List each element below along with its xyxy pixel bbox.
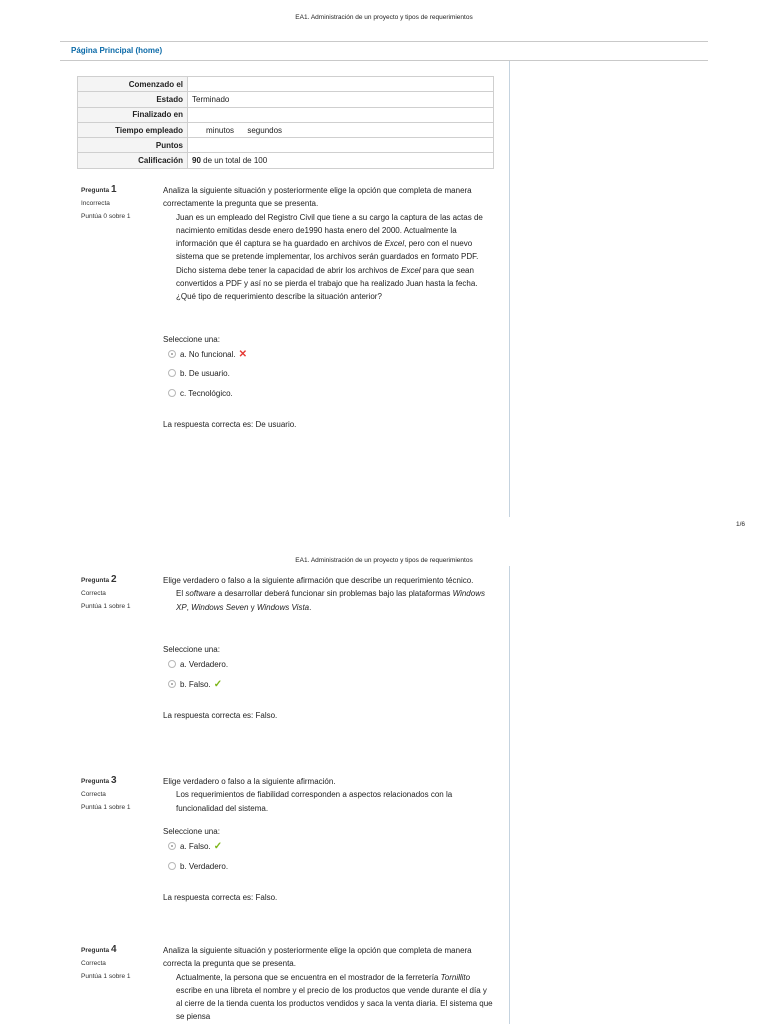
page-number: 1/6 [735, 521, 745, 528]
breadcrumb-home-link[interactable]: Página Principal (home) [71, 46, 163, 55]
question-text-italic: software [185, 589, 216, 599]
answer-option[interactable] [163, 348, 493, 368]
grade-total: de un total de 100 [200, 156, 268, 166]
question-text [163, 587, 493, 614]
page-header-title: EA1. Administración de un proyecto y tipos de requerimientos [295, 557, 473, 564]
summary-row-time [78, 122, 494, 137]
question-status: Correcta [81, 791, 106, 798]
question-info [81, 943, 131, 983]
correct-answer-feedback: La respuesta correcta es: De usuario. [163, 420, 297, 430]
question-text-italic: Windows Seven [191, 602, 249, 612]
option-label: a. Verdadero. [180, 660, 229, 670]
question-text-italic: Excel [384, 239, 405, 249]
radio-button-selected[interactable] [168, 680, 176, 688]
question-text-italic: Windows Vista [256, 602, 310, 612]
green-check-icon: ✓ [213, 678, 223, 690]
question-text-part: a desarrollar deberá funcionar sin problemas bajo las plataformas [215, 589, 453, 599]
correct-answer-feedback: La respuesta correcta es: Falso. [163, 711, 278, 721]
question-info [81, 183, 131, 223]
summary-label: Calificación [78, 153, 188, 168]
summary-label: Comenzado el [78, 77, 188, 92]
question-intro: Analiza la siguiente situación y posteriormente elige la opción que completa de manera correcta la pregunta que se presenta. [163, 946, 472, 969]
answer-option[interactable] [163, 658, 493, 678]
question-number: 2 [110, 574, 117, 585]
question-text-italic: Excel [401, 265, 421, 275]
question-text-part: , [186, 602, 192, 612]
question-number: 1 [110, 184, 117, 195]
question-text-part: . [309, 602, 312, 612]
option-label: a. No funcional. [180, 349, 236, 359]
question-number: 4 [110, 944, 117, 955]
option-label: c. Tecnológico. [180, 388, 233, 398]
question-status: Correcta [81, 960, 106, 967]
summary-row-grade [78, 153, 494, 168]
question-label: Pregunta [81, 947, 110, 954]
question-info [81, 774, 131, 814]
summary-value: Terminado [188, 92, 494, 107]
radio-button-selected[interactable] [168, 842, 176, 850]
radio-button[interactable] [168, 862, 176, 870]
question-score: Puntúa 1 sobre 1 [81, 804, 131, 811]
question-score: Puntúa 1 sobre 1 [81, 603, 131, 610]
question-status: Incorrecta [81, 200, 110, 207]
select-label: Seleccione una: [163, 334, 220, 344]
question-text-italic: Windows XP [176, 589, 485, 612]
option-label: b. Verdadero. [180, 861, 229, 871]
page-header-title: EA1. Administración de un proyecto y tipos de requerimientos [295, 14, 473, 21]
summary-label: Finalizado en [78, 107, 188, 122]
green-check-icon: ✓ [213, 841, 223, 853]
question-content [163, 944, 493, 1024]
question-text-part: Juan es un empleado del Registro Civil que tiene a su cargo la captura de las actas de nacimiento emitidas desde enero de1990 hasta enero del 2000. Actualmente la información que él captura se ha guardado en archivos de [176, 212, 483, 249]
select-label: Seleccione una: [163, 826, 220, 836]
question-content [163, 574, 493, 722]
option-label: b. Falso. [180, 679, 211, 689]
question-text-part: y [248, 602, 257, 612]
summary-value [188, 138, 494, 153]
summary-label: Tiempo empleado [78, 122, 188, 137]
grade-value: 90 [192, 156, 201, 166]
question-text [163, 971, 493, 1024]
question-text-part: Actualmente, la persona que se encuentra en el mostrador de la ferretería [176, 972, 441, 982]
question-score: Puntúa 1 sobre 1 [81, 973, 131, 980]
question-info [81, 573, 131, 613]
summary-label: Puntos [78, 138, 188, 153]
content-divider [509, 566, 510, 1024]
question-text-part: para que sean convertidos a PDF y así no se pierda el trabajo que ha realizado Juan hasta la fecha. ¿Qué tipo de requerimiento describe la situación anterior? [176, 265, 478, 302]
answer-option[interactable] [163, 860, 493, 880]
breadcrumb [60, 41, 708, 61]
question-intro: Analiza la siguiente situación y posteriormente elige la opción que completa de manera correctamente la pregunta que se presenta. [163, 186, 472, 209]
summary-row-points [78, 138, 494, 153]
answer-option[interactable] [163, 840, 493, 860]
summary-value [188, 153, 494, 168]
option-label: a. Falso. [180, 842, 211, 852]
summary-row-finished [78, 107, 494, 122]
summary-value [188, 107, 494, 122]
question-text [163, 211, 493, 304]
radio-button[interactable] [168, 389, 176, 397]
question-intro: Elige verdadero o falso a la siguiente afirmación. [163, 777, 336, 786]
attempt-summary-table [77, 76, 494, 169]
summary-row-started [78, 77, 494, 92]
question-text-italic: Tornillito [440, 972, 471, 982]
option-label: b. De usuario. [180, 369, 230, 379]
question-content [163, 184, 493, 432]
radio-button[interactable] [168, 660, 176, 668]
question-score: Puntúa 0 sobre 1 [81, 213, 131, 220]
question-text-part: escribe en una libreta el nombre y el precio de los productos que vende durante el día y al cierre de la tienda cuenta los productos vendidos y saca la venta diaria. El sistema que se piensa [176, 985, 493, 1022]
summary-value [188, 77, 494, 92]
question-text-part: El [176, 589, 186, 599]
question-number: 3 [110, 775, 117, 786]
question-text: Los requerimientos de fiabilidad corresponden a aspectos relacionados con la funcionalidad del sistema. [176, 790, 453, 813]
question-status: Correcta [81, 590, 106, 597]
question-label: Pregunta [81, 778, 110, 785]
red-x-icon: ✕ [238, 348, 247, 360]
content-divider [509, 61, 510, 517]
correct-answer-feedback: La respuesta correcta es: Falso. [163, 893, 278, 903]
summary-row-state [78, 92, 494, 107]
question-content [163, 775, 493, 904]
question-intro: Elige verdadero o falso a la siguiente afirmación que describe un requerimiento técnico. [163, 576, 474, 585]
summary-label: Estado [78, 92, 188, 107]
select-label: Seleccione una: [163, 644, 220, 654]
answer-option[interactable] [163, 367, 493, 387]
answer-option[interactable] [163, 678, 493, 698]
radio-button[interactable] [168, 369, 176, 377]
question-label: Pregunta [81, 187, 110, 194]
question-text-part: , pero con el nuevo sistema que se pretende implementar, los archivos serán guardados en formato PDF. Dicho sistema debe tener la capacidad de abrir los archivos de [176, 239, 479, 275]
answer-option[interactable] [163, 387, 493, 407]
summary-value: minutos segundos [188, 122, 494, 137]
question-label: Pregunta [81, 577, 110, 584]
radio-button-selected[interactable] [168, 350, 176, 358]
